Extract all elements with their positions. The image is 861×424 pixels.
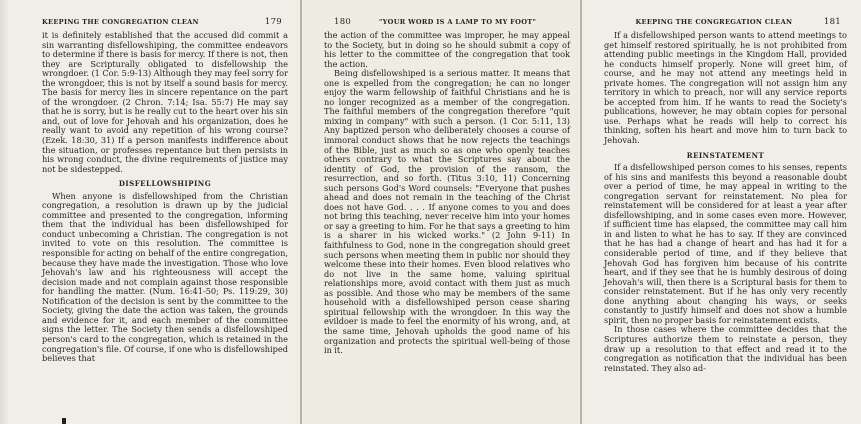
section-heading-reinstatement: REINSTATEMENT <box>686 150 765 160</box>
running-header <box>604 17 847 27</box>
page-number: 181 <box>823 17 841 27</box>
running-header-title: KEEPING THE CONGREGATION CLEAN <box>635 18 793 26</box>
paragraph: the action of the committee was improper, he may appeal to the Society, but in doing so he should submit a copy of his letter to the committee of the congregation that took the action. <box>324 30 570 69</box>
page-180 <box>302 0 580 424</box>
scan-mark <box>62 418 66 424</box>
page-179 <box>0 0 300 424</box>
paragraph: When anyone is disfellowshiped from the Christian congregation, a resolution is drawn up by the judicial committee and presented to the congregation, informing them that the individual has been disfellowshiped for conduct unbecoming a Christian. The congregation is not invited to vote on this resolution. The committee is responsible for acting on behalf of the entire congregation, because they have made the investigation. Those who love Jehovah's law and his righteousness will accept the decision made and not complain against those responsible for handling the matter. (Num. 16:41-50; Ps. 119:29, 30) Notification of the decision is sent by the committee to the Society, giving the date the action was taken, the grounds and evidence for it, and each member of the committee signs the letter. The Society then sends a disfellowshiped person's card to the congregation, which is retained in the congregation's file. Of course, if one who is disfellowshiped believes that <box>42 190 288 364</box>
page-body <box>324 31 570 356</box>
paragraph: If a disfellowshiped person comes to his senses, repents of his sins and manifests this beyond a reasonable doubt over a period of time, he may appeal in writing to the congregation servant for reinstatement. No plea for reinstatement will be considered for at least a year after disfellowshiping, and in some cases even more. However, if sufficient time has elapsed, the committee may call him in and listen to what he has to say. If they are convinced that he has had a change of heart and has had it for a considerable period of time, and if they believe that Jehovah God has forgiven him because of his contrite heart, and if they see that he is humbly desirous of doing Jehovah's will, then there is a Scriptural basis for them to consider reinstatement. But if he has only very recently done anything about changing his ways, or seeks constantly to justify himself and does not show a humble spirit, then no proper basis for reinstatement exists. <box>604 162 847 325</box>
paragraph: In those cases where the committee decides that the Scriptures authorize them to reinstate a person, they draw up a resolution to that effect and read it to the congregation as notification that the individual has been reinstated. They also ad- <box>604 324 847 373</box>
running-header-title: "YOUR WORD IS A LAMP TO MY FOOT" <box>378 18 537 26</box>
paragraph: it is definitely established that the accused did commit a sin warranting disfellowshiping, the committee endeavors to determine if there is basis for mercy. If there is not, then they are Scripturally obligated to disfellowship the wrongdoer. (1 Cor. 5:9-13) Although they may feel sorry for the wrongdoer, this is not by itself a sound basis for mercy. The basis for mercy lies in sincere repentance on the part of the wrongdoer. (2 Chron. 7:14; Isa. 55:7) He may say that he is sorry, but is he really cut to the heart over his sin and, out of love for Jehovah and his organization, does he really want to avoid any repetition of his wrong course? (Ezek. 18:30, 31) If a person manifests indifference about the situation, or professes repentance but then persists in his wrong conduct, the divine requirements of justice may not be sidestepped. <box>42 30 288 174</box>
page-body <box>42 31 288 364</box>
running-header <box>42 17 288 27</box>
paragraph: If a disfellowshiped person wants to attend meetings to get himself restored spiritually, he is not prohibited from attending public meetings in the Kingdom Hall, provided he conducts himself properly. None will greet him, of course, and he may not attend any meetings held in private homes. The congregation will not assign him any territory in which to preach, nor will any service reports be accepted from him. If he wants to read the Society's publications, however, he may obtain copies for personal use. Perhaps what he reads will help to correct his thinking, soften his heart and move him to turn back to Jehovah. <box>604 30 847 146</box>
running-header <box>324 17 570 27</box>
page-edge-shadow <box>0 0 10 424</box>
running-header-title: KEEPING THE CONGREGATION CLEAN <box>42 18 199 26</box>
page-number: 180 <box>334 17 352 27</box>
section-heading-disfellowshiping: DISFELLOWSHIPING <box>118 179 212 189</box>
paragraph: Being disfellowshiped is a serious matter. It means that one is expelled from the congregation; he can no longer enjoy the warm fellowship of faithful Christians and he is no longer recognized as a member of the congregation. The faithful members of the congregation therefore "quit mixing in company" with such a person. (1 Cor. 5:11, 13) Any baptized person who deliberately chooses a course of immoral conduct shows that he now rejects the teachings of the Bible, just as much so as one who openly teaches others contrary to what the Scriptures say about the identity of God, the provision of the ransom, the resurrection, and so forth. (Titus 3:10, 11) Concerning such persons God's Word counsels: "Everyone that pushes ahead and does not remain in the teaching of the Christ does not have God. . . . If anyone comes to you and does not bring this teaching, never receive him into your homes or say a greeting to him. For he that says a greeting to him is a sharer in his wicked works." (2 John 9-11) In faithfulness to God, none in the congregation should greet such persons when meeting them in public nor should they welcome these into their homes. Even blood relatives who do not live in the same home, valuing spiritual relationships more, avoid contact with them just as much as possible. And those who may be members of the same household with a disfellowshiped person cease sharing spiritual fellowship with the wrongdoer. In this way the evildoer is made to feel the enormity of his wrong, and, at the same time, Jehovah upholds the good name of his organization and protects the spiritual well-being of those in it. <box>324 68 570 356</box>
page-body <box>604 31 847 373</box>
page-number: 179 <box>264 17 282 27</box>
page-181 <box>582 0 861 424</box>
